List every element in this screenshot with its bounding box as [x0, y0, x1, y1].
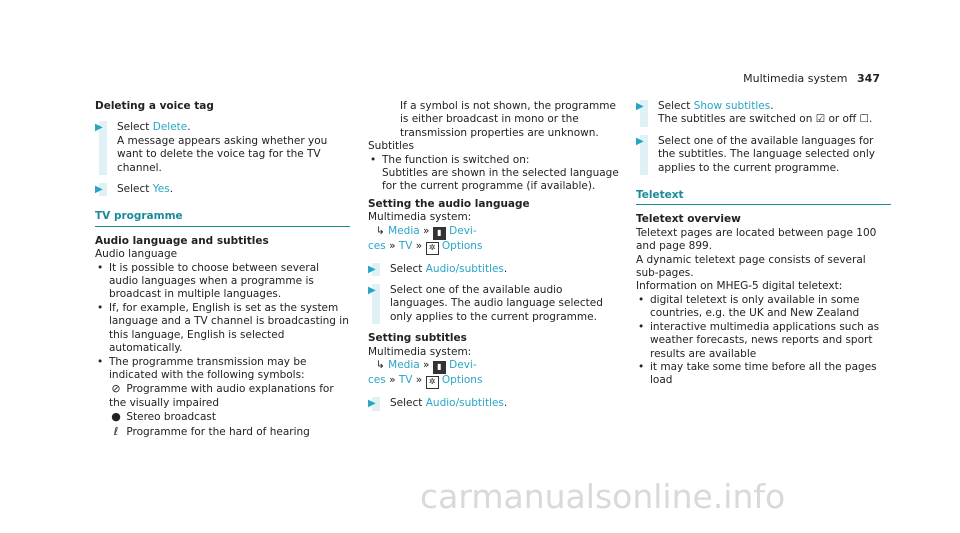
watermark: carmanualsonline.info	[420, 477, 786, 516]
bullet-text: The function is switched on:	[382, 153, 530, 166]
step-audio-subtitles	[368, 263, 620, 276]
options-link[interactable]: Options	[441, 239, 483, 252]
step-arrow-icon: ▶	[368, 285, 376, 297]
audio-subtitles-link[interactable]: Audio/subtitles	[425, 262, 504, 275]
step-select-subtitle-language	[636, 135, 891, 175]
deleting-voice-tag-heading: Deleting a voice tag	[95, 100, 214, 112]
step-text: A message appears asking whether you want to delete the voice tag for the TV channel.	[117, 134, 328, 174]
tv-link[interactable]: TV	[398, 374, 413, 387]
step-select-audio	[368, 284, 620, 324]
header-title: Multimedia system	[743, 72, 848, 85]
teletext-overview-heading: Teletext overview	[636, 213, 741, 226]
symbol-note: If a symbol is not shown, the programme is either broadcast in mono or the transmission properties are unknown.	[400, 100, 616, 139]
step-delete	[95, 121, 350, 175]
audio-bullets	[95, 262, 350, 383]
audio-description-icon: ⊘	[111, 382, 121, 396]
media-link[interactable]: Media	[388, 359, 420, 372]
step-arrow-icon: ▶	[636, 101, 644, 112]
devices-link[interactable]: Devi-	[449, 224, 477, 237]
symbol-row	[109, 425, 350, 439]
devices-icon: ▮	[433, 227, 446, 240]
chevron-icon: »	[423, 224, 430, 237]
teletext-para-1: Teletext pages are located between page 100 and page 899.	[636, 226, 877, 253]
multimedia-system-label: Multimedia system:	[368, 211, 472, 224]
list-item: • It is possible to choose between several audio languages when a programme is broadcast in multiple languages.	[95, 262, 350, 302]
multimedia-system-label: Multimedia system:	[368, 345, 472, 358]
audio-language-label: Audio language	[95, 248, 178, 261]
media-link[interactable]: Media	[388, 224, 420, 237]
step-arrow-icon: ▶	[636, 135, 644, 147]
step-prefix: Select	[658, 100, 694, 112]
devices-icon: ▮	[433, 361, 446, 374]
step-audio-subtitles-2	[368, 397, 620, 410]
symbol-row	[109, 410, 350, 424]
step-suffix: .	[770, 100, 774, 112]
step-arrow-icon: ▶	[95, 184, 103, 196]
list-item	[368, 154, 620, 167]
subtitles-label: Subtitles	[368, 140, 414, 153]
subtitles-bullets	[368, 154, 620, 167]
step-arrow-icon: ▶	[95, 122, 103, 134]
chevron-icon: »	[389, 239, 396, 252]
subtitles-description: Subtitles are shown in the selected language for the current programme (if available).	[382, 167, 619, 193]
symbol-list	[95, 382, 350, 439]
symbol-text: Stereo broadcast	[126, 411, 216, 424]
yes-link[interactable]: Yes	[152, 183, 170, 196]
menu-path	[368, 225, 620, 255]
column-2	[368, 100, 620, 411]
step-arrow-icon: ▶	[368, 263, 376, 275]
list-item: • If, for example, English is set as the system language and a TV channel is broadcasting in this language, English is selected automatically.	[95, 302, 350, 356]
column-3	[636, 100, 891, 388]
column-1	[95, 100, 350, 439]
step-arrow-icon: ▶	[368, 398, 376, 410]
list-item: • it may take some time before all the pages load	[636, 361, 891, 388]
chevron-icon: »	[389, 374, 396, 387]
step-prefix: Select	[117, 121, 153, 134]
step-text: The subtitles are switched on ☑ or off ☐.	[658, 113, 873, 126]
audio-subtitles-heading: Audio language and subtitles	[95, 234, 269, 247]
chevron-icon: »	[423, 359, 430, 372]
step-prefix: Select	[390, 397, 426, 410]
step-prefix: Select	[390, 262, 426, 275]
setting-audio-heading: Setting the audio language	[368, 197, 530, 210]
symbol-row	[109, 382, 350, 410]
show-subtitles-link[interactable]: Show subtitles	[693, 100, 771, 112]
chevron-icon: »	[415, 239, 423, 252]
list-item: • interactive multimedia applications such as weather forecasts, news reports and sport results are available	[636, 321, 891, 361]
teletext-bullets	[636, 294, 891, 388]
tv-link[interactable]: TV	[398, 239, 413, 252]
setting-subtitles-heading: Setting subtitles	[368, 332, 467, 345]
page-header	[743, 72, 880, 85]
step-show-subtitles	[636, 100, 891, 127]
step-suffix: .	[187, 121, 191, 134]
delete-link[interactable]: Delete	[152, 121, 188, 134]
tv-programme-section: TV programme	[95, 210, 350, 226]
path-arrow-icon: ↳	[376, 224, 385, 237]
options-link[interactable]: Options	[441, 374, 483, 387]
devices-link-cont[interactable]: ces	[368, 374, 386, 387]
list-item: • digital teletext is only available in some countries, e.g. the UK and New Zealand	[636, 294, 891, 321]
step-text: Select one of the available audio languages. The audio language selected only applies to the current programme.	[390, 284, 603, 323]
page-number: 347	[857, 72, 880, 85]
step-yes	[95, 183, 350, 196]
chevron-icon: »	[415, 374, 423, 387]
hard-of-hearing-icon: ℓ	[113, 424, 119, 438]
list-item: • The programme transmission may be indicated with the following symbols:	[95, 356, 350, 383]
audio-subtitles-link[interactable]: Audio/subtitles	[425, 397, 504, 410]
options-icon: ✲	[426, 242, 439, 255]
devices-link-cont[interactable]: ces	[368, 239, 386, 252]
menu-path-2	[368, 359, 620, 389]
teletext-para-2: A dynamic teletext page consists of several sub-pages.	[636, 253, 866, 280]
symbol-text: Programme with audio explanations for the visually impaired	[109, 383, 334, 409]
path-arrow-icon: ↳	[376, 359, 385, 372]
options-icon: ✲	[426, 376, 439, 389]
step-prefix: Select	[117, 183, 153, 196]
stereo-icon: ●	[111, 410, 121, 424]
teletext-para-3: Information on MHEG-5 digital teletext:	[636, 280, 843, 293]
devices-link[interactable]: Devi-	[449, 359, 477, 372]
teletext-section: Teletext	[636, 189, 891, 205]
step-suffix: .	[503, 397, 508, 410]
step-suffix: .	[169, 183, 174, 196]
step-text: Select one of the available languages for the subtitles. The language selected only applies to the current programme.	[658, 134, 875, 174]
step-suffix: .	[503, 262, 508, 275]
symbol-text: Programme for the hard of hearing	[126, 425, 310, 438]
